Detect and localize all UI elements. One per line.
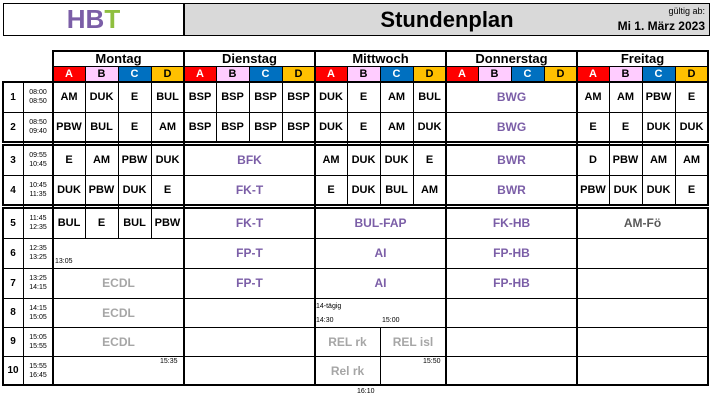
group-d: D bbox=[675, 66, 708, 81]
lesson-cell: PBW bbox=[56, 121, 82, 133]
lesson-cell: BSP bbox=[287, 91, 310, 103]
lesson-cell: E bbox=[425, 154, 434, 166]
lesson-cell-merged: BFK bbox=[237, 153, 262, 167]
group-d: D bbox=[282, 66, 315, 81]
lesson-cell: PBW bbox=[645, 91, 672, 103]
time-note: 15:50 bbox=[423, 358, 441, 365]
period-number: 5 bbox=[10, 217, 16, 229]
valid-label: gültig ab: bbox=[668, 6, 705, 16]
lesson-cell: DUK bbox=[89, 91, 114, 103]
logo-t: T bbox=[104, 4, 121, 34]
lesson-cell: D bbox=[589, 154, 597, 166]
lesson-cell: AM bbox=[158, 121, 177, 133]
group-b: B bbox=[609, 66, 642, 81]
period-end: 14:15 bbox=[29, 284, 47, 291]
day-header-donnerstag: Donnerstag bbox=[475, 51, 548, 66]
period-number: 4 bbox=[10, 184, 16, 196]
lesson-cell-merged: BWG bbox=[496, 90, 527, 104]
lesson-cell: AM bbox=[682, 154, 701, 166]
lesson-cell-merged: REL rk bbox=[328, 334, 367, 349]
lesson-cell: AM bbox=[420, 184, 439, 196]
period-number: 1 bbox=[10, 91, 16, 103]
group-a: A bbox=[446, 66, 478, 81]
lesson-cell: DUK bbox=[319, 121, 343, 133]
day-header-freitag: Freitag bbox=[620, 51, 665, 66]
period-start: 10:45 bbox=[29, 182, 47, 189]
period-start: 15:05 bbox=[29, 333, 47, 341]
lesson-cell-merged: AI bbox=[374, 246, 387, 260]
group-c: C bbox=[249, 66, 282, 81]
lesson-cell: DUK bbox=[57, 184, 81, 196]
time-note: 14:30 bbox=[316, 317, 334, 324]
lesson-cell: AM bbox=[322, 154, 340, 166]
lesson-cell-merged: FK-T bbox=[235, 183, 264, 197]
lesson-cell: E bbox=[97, 217, 106, 229]
lesson-cell: BUL bbox=[123, 217, 146, 229]
period-end: 15:05 bbox=[29, 313, 47, 321]
lesson-cell-merged: ECDL bbox=[102, 276, 135, 290]
group-d: D bbox=[413, 66, 446, 81]
lesson-cell-merged: AM-Fö bbox=[623, 216, 662, 230]
lesson-cell: AM bbox=[584, 91, 602, 103]
group-a: A bbox=[53, 66, 85, 81]
lesson-cell: AM bbox=[387, 121, 406, 133]
lesson-cell: AM bbox=[649, 154, 668, 166]
period-start: 12:35 bbox=[29, 245, 47, 252]
lesson-cell-merged: Rel rk bbox=[330, 363, 365, 378]
lesson-cell-merged: BWR bbox=[497, 153, 526, 167]
time-note: 13:05 bbox=[55, 258, 73, 265]
lesson-cell: E bbox=[327, 184, 335, 196]
lesson-cell: BSP bbox=[287, 121, 310, 133]
lesson-cell: AM bbox=[92, 154, 111, 166]
group-a: A bbox=[315, 66, 347, 81]
lesson-cell: AM bbox=[616, 91, 635, 103]
period-end: 10:45 bbox=[29, 161, 47, 168]
lesson-cell-merged: FK-T bbox=[235, 216, 264, 230]
lesson-cell: PBW bbox=[154, 217, 181, 229]
lesson-cell: BSP bbox=[221, 91, 244, 103]
time-note: 15:35 bbox=[160, 358, 178, 365]
lesson-cell-merged: FP-HB bbox=[493, 246, 530, 260]
lesson-cell: DUK bbox=[417, 121, 442, 133]
period-number: 7 bbox=[10, 277, 16, 289]
lesson-cell: BSP bbox=[188, 91, 212, 103]
lesson-cell: E bbox=[130, 121, 139, 133]
period-number: 9 bbox=[10, 336, 16, 347]
day-header-dienstag: Dienstag bbox=[222, 51, 277, 66]
period-number: 8 bbox=[10, 307, 16, 318]
lesson-cell-merged: AI bbox=[374, 276, 387, 290]
lesson-cell: DUK bbox=[613, 184, 638, 196]
day-header-montag: Montag bbox=[95, 51, 142, 66]
lesson-cell: DUK bbox=[351, 184, 376, 196]
page-title: Stundenplan bbox=[380, 6, 514, 32]
period-end: 08:50 bbox=[29, 98, 47, 105]
period-end: 11:35 bbox=[29, 191, 47, 198]
group-b: B bbox=[478, 66, 511, 81]
period-start: 08:50 bbox=[29, 119, 47, 126]
lesson-cell: DUK bbox=[384, 154, 409, 166]
lesson-cell-merged: FP-HB bbox=[493, 276, 530, 290]
lesson-cell: AM bbox=[60, 91, 78, 103]
period-start: 08:00 bbox=[29, 89, 47, 96]
lesson-cell-merged: BUL-FAP bbox=[354, 216, 407, 230]
period-start: 13:25 bbox=[29, 275, 47, 282]
lesson-cell: PBW bbox=[121, 154, 148, 166]
logo-hb: HB bbox=[66, 4, 105, 34]
time-note: 15:00 bbox=[382, 317, 400, 324]
lesson-cell: AM bbox=[387, 91, 406, 103]
lesson-cell: BSP bbox=[188, 121, 212, 133]
group-d: D bbox=[544, 66, 577, 81]
lesson-cell: DUK bbox=[679, 121, 704, 133]
lesson-cell: BUL bbox=[418, 91, 441, 103]
period-start: 15:55 bbox=[29, 362, 47, 370]
lesson-cell-merged: FK-HB bbox=[492, 216, 531, 230]
period-number: 2 bbox=[10, 121, 16, 133]
period-end: 09:40 bbox=[29, 128, 47, 135]
lesson-cell: E bbox=[589, 121, 597, 133]
group-b: B bbox=[216, 66, 249, 81]
period-end: 12:35 bbox=[29, 224, 47, 231]
lesson-cell: DUK bbox=[155, 154, 180, 166]
lesson-cell: DUK bbox=[351, 154, 376, 166]
lesson-cell: E bbox=[359, 91, 368, 103]
period-start: 09:55 bbox=[29, 152, 47, 159]
lesson-cell-merged: FP-T bbox=[236, 276, 263, 290]
time-note: 14-tägig bbox=[316, 303, 342, 310]
lesson-cell: E bbox=[65, 154, 73, 166]
lesson-cell: E bbox=[359, 121, 368, 133]
group-c: C bbox=[511, 66, 544, 81]
lesson-cell-merged: ECDL bbox=[102, 305, 135, 320]
lesson-cell: PBW bbox=[580, 184, 606, 196]
group-c: C bbox=[642, 66, 675, 81]
lesson-cell: BUL bbox=[385, 184, 408, 196]
valid-date: Mi 1. März 2023 bbox=[617, 19, 705, 33]
lesson-cell: DUK bbox=[122, 184, 147, 196]
lesson-cell-merged: BWR bbox=[497, 183, 526, 197]
period-number: 3 bbox=[10, 154, 16, 166]
lesson-cell: BSP bbox=[254, 121, 277, 133]
lesson-cell-merged: REL isl bbox=[392, 334, 434, 349]
day-header-mittwoch: Mittwoch bbox=[352, 51, 409, 66]
period-end: 15:55 bbox=[29, 342, 47, 350]
lesson-cell: DUK bbox=[646, 184, 671, 196]
group-a: A bbox=[184, 66, 216, 81]
lesson-cell: BSP bbox=[221, 121, 244, 133]
period-start: 14:15 bbox=[29, 304, 47, 312]
group-b: B bbox=[347, 66, 380, 81]
period-number: 6 bbox=[10, 247, 16, 259]
group-b: B bbox=[85, 66, 118, 81]
lesson-cell-merged: BWG bbox=[496, 120, 527, 134]
lesson-cell: E bbox=[130, 91, 139, 103]
lesson-cell: BUL bbox=[57, 217, 81, 229]
time-note: 16:10 bbox=[357, 388, 375, 395]
lesson-cell: PBW bbox=[88, 184, 115, 196]
group-c: C bbox=[380, 66, 413, 81]
lesson-cell: BUL bbox=[156, 91, 179, 103]
lesson-cell: E bbox=[621, 121, 630, 133]
period-end: 13:25 bbox=[29, 254, 47, 261]
lesson-cell: BUL bbox=[90, 121, 113, 133]
lesson-cell: DUK bbox=[646, 121, 671, 133]
group-c: C bbox=[118, 66, 151, 81]
period-end: 16:45 bbox=[29, 371, 47, 379]
lesson-cell: E bbox=[687, 91, 696, 103]
lesson-cell: BSP bbox=[254, 91, 277, 103]
period-number: 10 bbox=[7, 365, 19, 376]
lesson-cell-merged: FP-T bbox=[236, 246, 263, 260]
period-start: 11:45 bbox=[29, 215, 47, 222]
group-d: D bbox=[151, 66, 184, 81]
group-a: A bbox=[577, 66, 609, 81]
lesson-cell: PBW bbox=[612, 154, 639, 166]
lesson-cell: DUK bbox=[319, 91, 343, 103]
lesson-cell: E bbox=[687, 184, 696, 196]
lesson-cell: E bbox=[163, 184, 172, 196]
lesson-cell-merged: ECDL bbox=[102, 334, 135, 349]
